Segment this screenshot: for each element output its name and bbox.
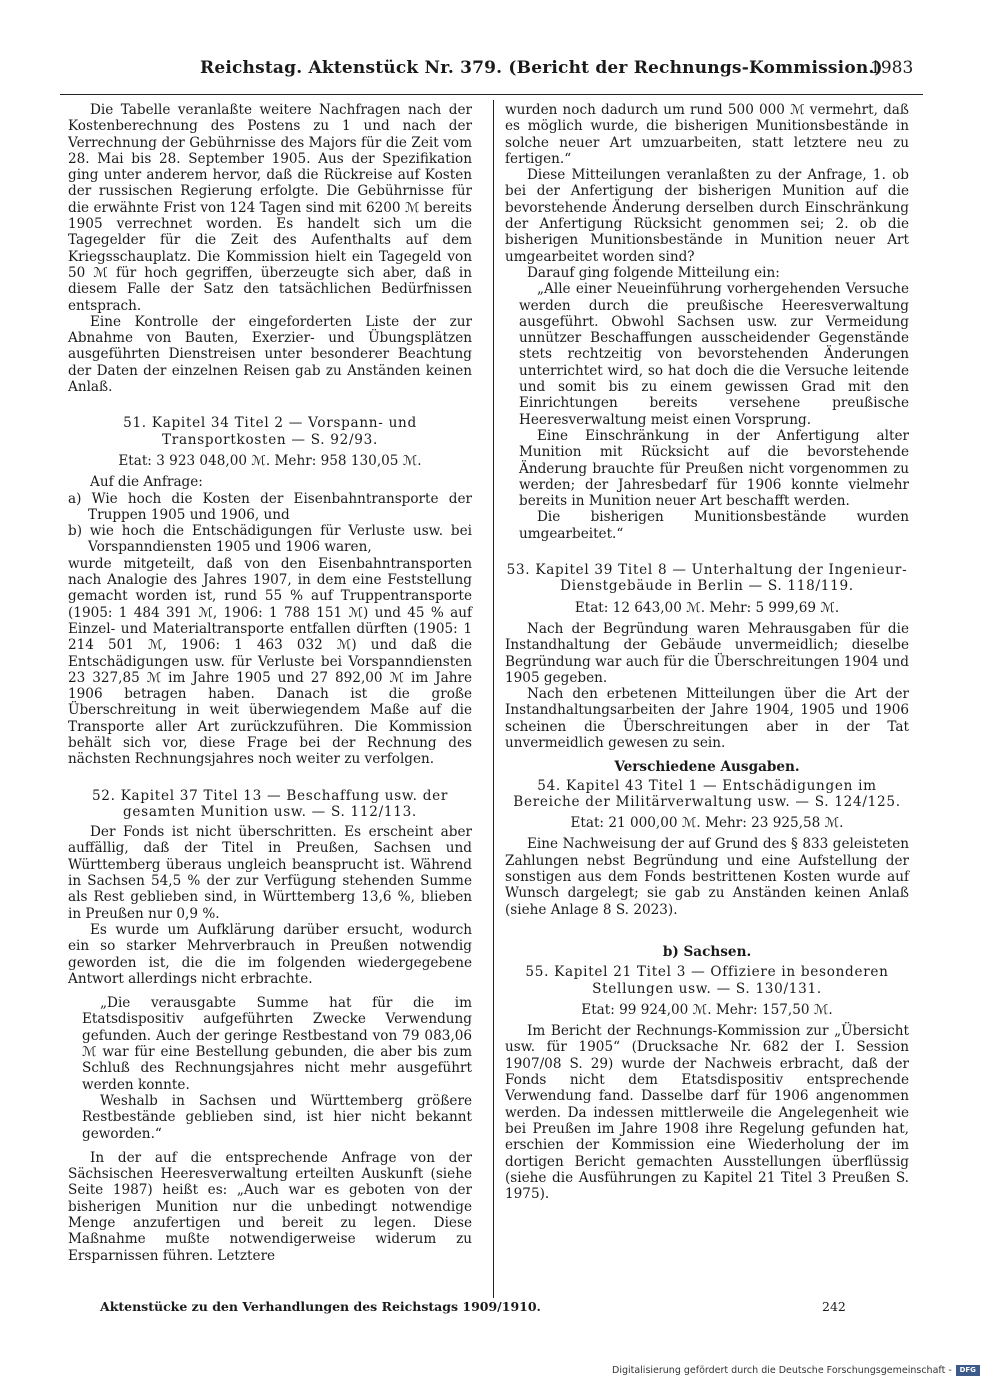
running-header: Reichstag. Aktenstück Nr. 379. (Bericht der Rechnungs-Kommission.) [200,58,883,78]
paragraph: Auf die Anfrage: [90,474,203,491]
paragraph: Der Fonds ist nicht überschritten. Es erscheint aber auffällig, daß der Titel in Preußen, Sachsen und Württemberg überaus ungleich beansprucht ist. Während in Sachsen 54,5 % der zur Verfügung stehenden Summe als Rest geblieben sind, in Württemberg 13,6 %, blieben in Preußen nur 0,9 %. [68,824,472,922]
subsection-heading-sachsen: b) Sachsen. [662,943,752,960]
dfg-logo-icon: DFG [956,1365,980,1376]
quote: Weshalb in Sachsen und Württemberg größere Restbestände geblieben sind, ist hier nicht bekannt geworden.“ [82,1092,472,1142]
list-item-b: b) wie hoch die Entschädigungen für Verluste usw. bei Vorspanndiensten 1905 und 1906 waren, [68,523,472,556]
list-item-a: a) Wie hoch die Kosten der Eisenbahntransporte der Truppen 1905 und 1906, und [68,490,472,523]
quote: Eine Einschränkung in der Anfertigung alter Munition mit Rücksicht auf die bevorstehende Änderung brauchte für Preußen nicht vorgenommen zu werden; der Jahresbedarf für 1906 konnte vielmehr bereits in Munition neuer Art beschafft werden. [519,427,909,510]
paragraph: Diese Mitteilungen veranlaßten zu der Anfrage, 1. ob bei der Anfertigung der bisherigen Munition auf die bevorstehende Änderung derselben durch Einschränkung der Anfertigung Rücksicht genommen sei; 2. ob die bisherigen Munitionsbestände in Munition neuer Art umgearbeitet worden sind? [505,167,909,265]
paragraph: wurden noch dadurch um rund 500 000 ℳ vermehrt, daß es möglich wurde, die bisherigen Munitionsbestände in solche neuer Art umzuarbeiten, statt letztere neu zu fertigen.“ [505,102,909,167]
paragraph: Darauf ging folgende Mitteilung ein: [527,264,780,281]
quote: „Alle einer Neueinführung vorhergehenden Versuche werden durch die preußische Heeresverwaltung ausgeführt. Obwohl Sachsen usw. zur Vermeidung unnützer Beschaffungen ausscheidender Gegenstände stets rechtzeitig von bevorstehenden Änderungen unterrichtet wird, so hat doch die die Versuche leitende und somit bis zu einem gewissen Grad mit den Einrichtungen bereits versehene preußische Heeresverwaltung meist einen Vorsprung. [519,281,909,428]
paragraph: Nach der Begründung waren Mehrausgaben für die Instandhaltung der Gebäude unvermeidlich; dieselbe Begründung war auch für die Überschreitungen 1904 und 1905 gegeben. [505,620,909,686]
page-number: 1983 [870,58,914,78]
paragraph: Nach den erbetenen Mitteilungen über die Art der Instandhaltungsarbeiten der Jahre 1904, 1905 und 1906 scheinen die Überschreitungen aber in der Tat unvermeidlich gewesen zu sein. [505,686,909,751]
footer-number: 242 [822,1299,846,1314]
paragraph: Eine Nachweisung der auf Grund des § 833 geleisteten Zahlungen nebst Begründung und eine Aufstellung der sonstigen aus dem Fonds bestrittenen Kosten wurde auf Wunsch dargelegt; sie gab zu Anständen keinen Anlaß (siehe Anlage 8 S. 2023). [505,836,909,918]
footer-source: Aktenstücke zu den Verhandlungen des Reichstags 1909/1910. [100,1299,541,1314]
paragraph: wurde mitgeteilt, daß von den Eisenbahntransporten nach Analogie des Jahres 1907, in dem eine Feststellung gemacht worden ist, rund 55 % auf Truppentransporte (1905: 1 484 391 ℳ, 1906: 1 788 151 ℳ) und 45 % auf Einzel- und Materialtransporte entfallen dürften (1905: 1 214 501 ℳ, 1906: 1 463 032 ℳ) und daß die Entschädigungen usw. für Verluste bei Vorspanndiensten 23 327,85 ℳ im Jahre 1905 und 27 892,00 ℳ im Jahre 1906 betragen haben. Danach ist die große Überschreitung in weit überwiegendem Maße auf die Transporte aller Art zurückzuführen. Die Kommission behält sich vor, diese Frage bei der Rechnung des nächsten Rechnungsjahres noch weiter zu verfolgen. [68,555,472,768]
digitization-text: Digitalisierung gefördert durch die Deutsche Forschungsgemeinschaft - [612,1365,952,1376]
paragraph: Es wurde um Aufklärung darüber ersucht, wodurch ein so starker Mehrverbrauch in Preußen notwendig geworden ist, die die im folgenden wiedergegebene Antwort allerdings nicht erbrachte. [68,921,472,987]
etat-line-54: Etat: 21 000,00 ℳ. Mehr: 23 925,58 ℳ. [570,815,844,832]
header-rule [60,94,923,95]
section-heading-53: 53. Kapitel 39 Titel 8 — Unterhaltung der Ingenieur-Dienstgebäude in Berlin — S. 118/119. [506,562,908,595]
etat-line-51: Etat: 3 923 048,00 ℳ. Mehr: 958 130,05 ℳ. [118,452,422,469]
right-column [505,102,909,1202]
section-heading-52: 52. Kapitel 37 Titel 13 — Beschaffung usw. der gesamten Munition usw. — S. 112/113. [91,787,449,820]
quote: Die bisherigen Munitionsbestände wurden umgearbeitet.“ [519,509,909,542]
section-heading-54: 54. Kapitel 43 Titel 1 — Entschädigungen im Bereiche der Militärverwaltung usw. — S. 124/125. [513,777,901,810]
quote: „Die verausgabte Summe hat für die im Etatsdispositiv aufgeführten Zwecke Verwendung gefunden. Auch der geringe Restbestand von 79 083,06 ℳ war für eine Bestellung gebunden, die aber bis zum Schluß des Rechnungsjahres nicht mehr ausgeführt werden konnte. [82,995,472,1093]
paragraph: In der auf die entsprechende Anfrage von der Sächsischen Heeresverwaltung erteilten Auskunft (siehe Seite 1987) heißt es: „Auch war es geboten von der bisherigen Munition nur die unbedingt notwendige Menge anzufertigen und bereit zu legen. Diese Maßnahme mußte notwendigerweise widerum zu Ersparnissen führen. Letztere [68,1149,472,1264]
left-column [68,102,472,1264]
paragraph: Eine Kontrolle der eingeforderten Liste der zur Abnahme von Bauten, Exerzier- und Übungsplätzen ausgeführten Dienstreisen unter besonderer Beachtung der Daten der einzelnen Reisen gab zu Anständen keinen Anlaß. [68,313,472,396]
subsection-heading: Verschiedene Ausgaben. [614,759,800,776]
digitization-notice [612,1365,980,1376]
etat-line-55: Etat: 99 924,00 ℳ. Mehr: 157,50 ℳ. [581,1001,833,1018]
column-divider [493,100,494,1298]
section-heading-51: 51. Kapitel 34 Titel 2 — Vorspann- und Transportkosten — S. 92/93. [123,415,417,448]
section-heading-55: 55. Kapitel 21 Titel 3 — Offiziere in besonderen Stellungen usw. — S. 130/131. [525,964,889,997]
paragraph: Die Tabelle veranlaßte weitere Nachfragen nach der Kostenberechnung des Postens zu 1 und nach der Verrechnung der Gebührnisse des Majors für die Zeit vom 28. Mai bis 28. September 1905. Aus der Spezifikation ging unter anderem hervor, daß die Rückreise auf Kosten der russischen Regierung erfolgte. Die Gebührnisse für die erwähnte Frist von 124 Tagen sind mit 6200 ℳ bereits 1905 verrechnet worden. Es handelt sich um die Tagegelder für die Zeit des Aufenthalts auf dem Kriegsschauplatz. Die Kommission hielt ein Tagegeld von 50 ℳ für hoch gegriffen, überzeugte sich aber, daß in diesem Falle der Satz den tatsächlichen Bedürfnissen entsprach. [68,102,472,314]
paragraph: Im Bericht der Rechnungs-Kommission zur „Übersicht usw. für 1905“ (Drucksache Nr. 682 der I. Session 1907/08 S. 29) wurde der Nachweis erbracht, daß der Fonds nicht dem Etatsdispositiv entsprechende Verwendung fand. Dasselbe darf für 1906 angenommen werden. Da indessen mittlerweile die Angelegenheit wie bei Preußen im Jahre 1908 ihre Regelung gefunden hat, erschien der Kommission eine Wiederholung der im dortigen Bericht gemachten Ausstellungen überflüssig (siehe die Ausführungen zu Kapitel 21 Titel 3 Preußen S. 1975). [505,1023,909,1203]
etat-line-53: Etat: 12 643,00 ℳ. Mehr: 5 999,69 ℳ. [574,599,840,616]
